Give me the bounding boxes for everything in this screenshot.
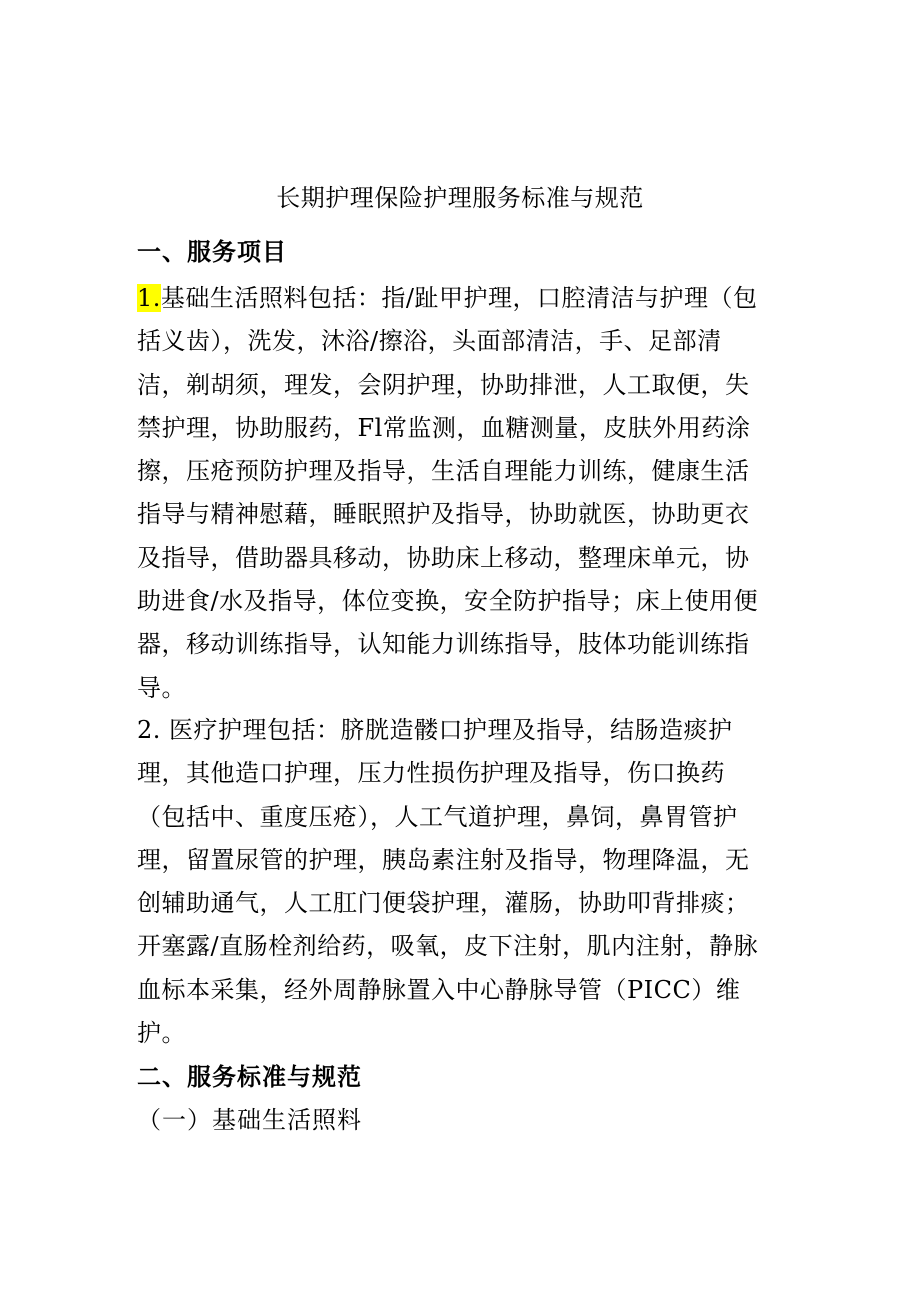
paragraph-line: 护。	[137, 1019, 186, 1048]
paragraph-line: 创辅助通气，人工肛门便袋护理，灌肠，协助叩背排痰；	[137, 889, 750, 918]
paragraph-line: 2. 医疗护理包括：脐胱造髅口护理及指导，结肠造痰护	[137, 716, 733, 744]
line-text: 基础生活照料包括：指/趾甲护理，口腔清洁与护理（包	[160, 284, 758, 312]
paragraph-line: 括义齿），洗发，沐浴/擦浴，头面部清洁，手、足部清	[137, 327, 722, 356]
paragraph-line: 器，移动训练指导，认知能力训练指导，肢体功能训练指	[137, 630, 750, 659]
paragraph-line: 助进食/水及指导，体位变换，安全防护指导；床上使用便	[137, 587, 759, 616]
paragraph-line: 禁护理，协助服药，Fl常监测，血糖测量，皮肤外用药涂	[137, 413, 751, 442]
paragraph-line: （包括中、重度压疮），人工气道护理，鼻饲，鼻胃管护	[137, 802, 738, 831]
paragraph-line	[137, 277, 777, 320]
section-heading-service-items: 一、服务项目	[137, 237, 287, 266]
paragraph-line: 理，其他造口护理，压力性损伤护理及指导，伤口换药	[137, 759, 725, 788]
paragraph-basic-care	[137, 277, 777, 710]
section-heading-standards: 二、服务标准与规范	[137, 1062, 362, 1091]
paragraph-line: 开塞露/直肠栓剂给药，吸氧，皮下注射，肌内注射，静脉	[137, 932, 759, 961]
paragraph-line: 血标本采集，经外周静脉置入中心静脉导管（PICC）维	[137, 975, 741, 1004]
paragraph-line: 理，留置尿管的护理，胰岛素注射及指导，物理降温，无	[137, 845, 750, 874]
paragraph-line: 洁，剃胡须，理发，会阴护理，协助排泄，人工取便，失	[137, 370, 750, 399]
paragraph-line: 擦，压疮预防护理及指导，生活自理能力训练，健康生活	[137, 457, 750, 486]
paragraph-line: 指导与精神慰藉，睡眠照护及指导，协助就医，协助更衣	[137, 500, 750, 529]
paragraph-line: 及指导，借助器具移动，协助床上移动，整理床单元，协	[137, 543, 750, 572]
subsection-heading-basic-care: （一）基础生活照料	[137, 1106, 362, 1134]
paragraph-medical-care	[137, 709, 777, 1055]
paragraph-line: 导。	[137, 673, 186, 702]
highlighted-number: 1.	[137, 284, 161, 312]
page-title: 长期护理保险护理服务标准与规范	[276, 184, 644, 212]
